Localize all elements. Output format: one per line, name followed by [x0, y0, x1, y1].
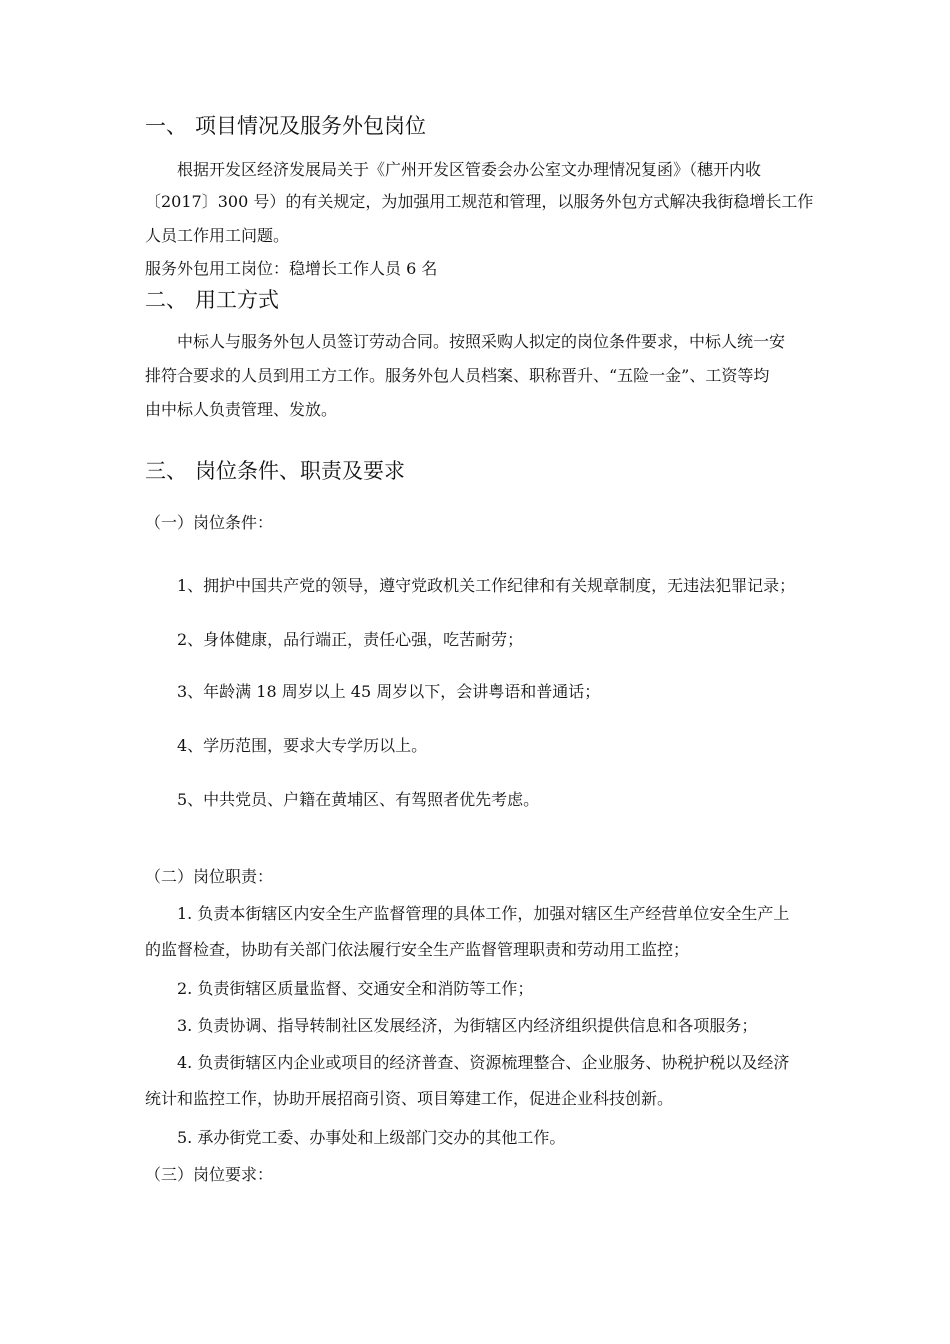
- section-2-paragraph-line: 排符合要求的人员到用工方工作。服务外包人员档案、职称晋升、“五险一金”、工资等均: [145, 366, 770, 385]
- section-2-paragraph-line: 中标人与服务外包人员签订劳动合同。按照采购人拟定的岗位条件要求，中标人统一安: [177, 332, 786, 351]
- duty-line: 的监督检查，协助有关部门依法履行安全生产监督管理职责和劳动用工监控；: [145, 940, 690, 959]
- duty-line: 5. 承办街党工委、办事处和上级部门交办的其他工作。: [177, 1128, 566, 1147]
- section-3-number: 三、: [145, 459, 187, 483]
- section-2-heading: [145, 285, 279, 315]
- section-2-title: 用工方式: [195, 288, 279, 312]
- sub-1-heading: （一）岗位条件：: [145, 513, 274, 532]
- section-2-number: 二、: [145, 288, 187, 312]
- section-1-heading: [145, 111, 426, 141]
- section-1-number: 一、: [145, 114, 187, 138]
- sub-3-heading: （三）岗位要求：: [145, 1165, 274, 1184]
- section-3-title: 岗位条件、职责及要求: [195, 459, 405, 483]
- sub-2-heading: （二）岗位职责：: [145, 867, 274, 886]
- condition-item: 3、年龄满 18 周岁以上 45 周岁以下，会讲粤语和普通话；: [177, 682, 601, 701]
- section-3-heading: [145, 456, 405, 486]
- duty-line: 4. 负责街辖区内企业或项目的经济普查、资源梳理整合、企业服务、协税护税以及经济: [177, 1053, 790, 1072]
- duty-line: 3. 负责协调、指导转制社区发展经济，为街辖区内经济组织提供信息和各项服务；: [177, 1016, 758, 1035]
- condition-item: 4、学历范围，要求大专学历以上。: [177, 736, 428, 755]
- section-1-title: 项目情况及服务外包岗位: [195, 114, 426, 138]
- condition-item: 5、中共党员、户籍在黄埔区、有驾照者优先考虑。: [177, 790, 540, 809]
- duty-line: 1. 负责本街辖区内安全生产监督管理的具体工作，加强对辖区生产经营单位安全生产上: [177, 904, 790, 923]
- duty-line: 统计和监控工作，协助开展招商引资、项目筹建工作，促进企业科技创新。: [145, 1089, 674, 1108]
- section-1-paragraph-line: 〔2017〕300 号）的有关规定，为加强用工规范和管理，以服务外包方式解决我街稳增长工作: [145, 192, 814, 211]
- condition-item: 2、身体健康，品行端正，责任心强，吃苦耐劳；: [177, 630, 524, 649]
- section-1-paragraph-line: 人员工作用工问题。: [145, 226, 290, 245]
- section-1-paragraph-line: 根据开发区经济发展局关于《广州开发区管委会办公室文办理情况复函》（穗开内收: [177, 160, 762, 179]
- section-2-paragraph-line: 由中标人负责管理、发放。: [145, 400, 338, 419]
- condition-item: 1、拥护中国共产党的领导，遵守党政机关工作纪律和有关规章制度，无违法犯罪记录；: [177, 576, 796, 595]
- duty-line: 2. 负责街辖区质量监督、交通安全和消防等工作；: [177, 979, 534, 998]
- posts-line: 服务外包用工岗位：稳增长工作人员 6 名: [145, 259, 438, 278]
